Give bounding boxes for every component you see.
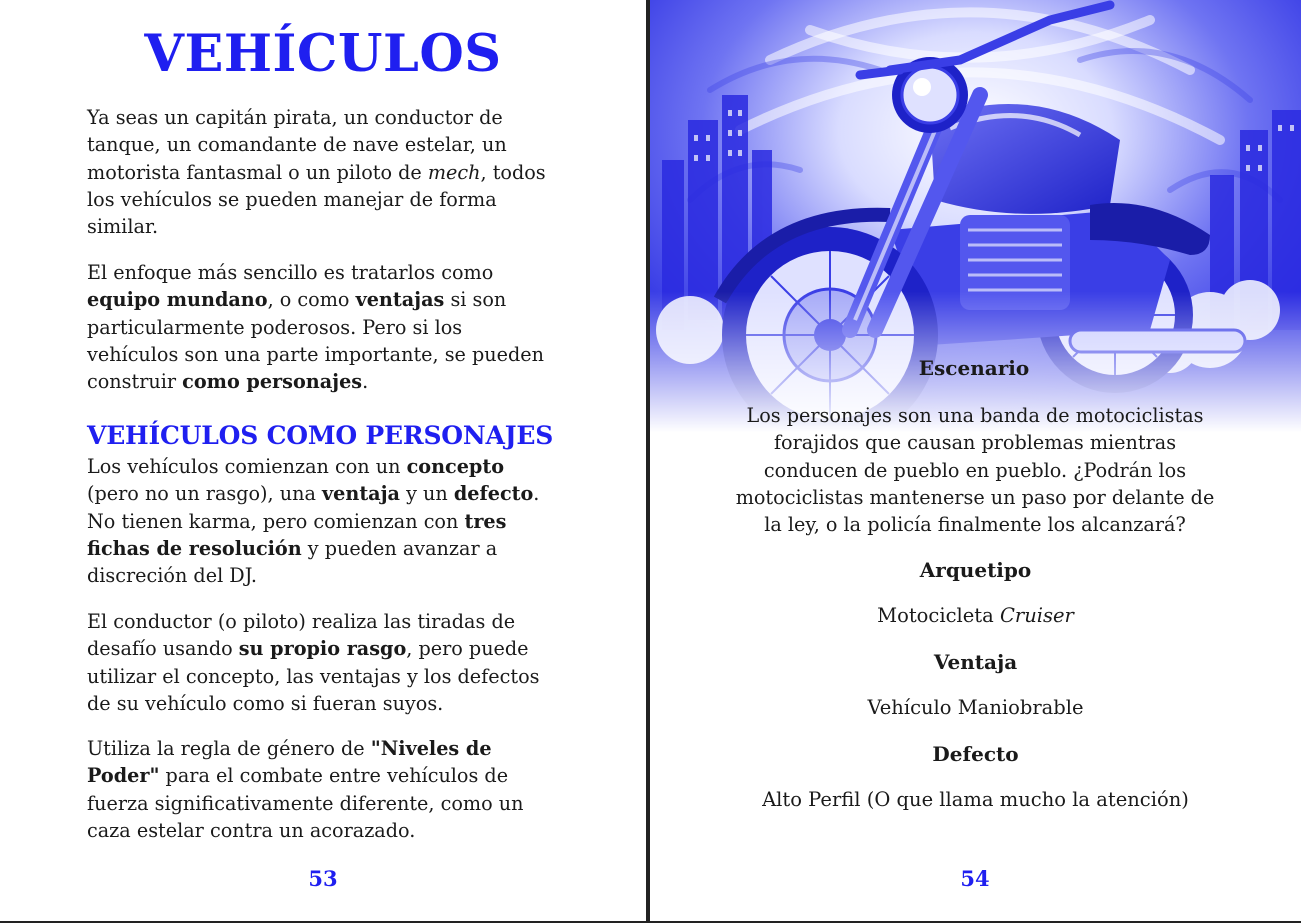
- text-run: , pero puede utilizar el concepto, las ventajas y los defectos de su vehículo como si fueran suyos.: [87, 637, 540, 715]
- scenario-text: Los personajes son una banda de motociclistas forajidos que causan problemas mientras conducen de pueblo en pueblo. ¿Podrán los motociclistas mantenerse un paso por delante de la ley, o la policía finalmente los alcanzará?: [735, 404, 1215, 537]
- right-page: [650, 0, 1301, 923]
- text-run: defecto: [453, 482, 534, 506]
- flaw-value: Alto Perfil (O que llama mucho la atención): [762, 788, 1189, 811]
- text-run: y pueden avanzar a discreción del DJ.: [87, 536, 498, 588]
- text-run: ventaja: [322, 482, 400, 506]
- text-run: para el combate entre vehículos de fuerza significativamente diferente, como un caza estelar contra un acorazado.: [87, 764, 524, 842]
- scenario-block: [650, 0, 1301, 921]
- text-run: El enfoque más sencillo es tratarlos como: [87, 261, 494, 284]
- text-run: como personajes: [182, 370, 363, 394]
- text-run: mech: [427, 160, 481, 184]
- left-page: [0, 0, 646, 923]
- scenario-label: Escenario: [918, 356, 1030, 380]
- advantage-value: Vehículo Maniobrable: [867, 696, 1084, 719]
- text-run: y un: [400, 482, 454, 506]
- power-levels-paragraph: [87, 735, 557, 844]
- text-run: su propio rasgo: [238, 637, 407, 661]
- text-run: El conductor (o piloto) realiza las tiradas de desafío usando: [87, 610, 516, 661]
- section-heading: VEHÍCULOS COMO PERSONAJES: [87, 421, 554, 450]
- text-run: (pero no un rasgo), una: [87, 482, 323, 506]
- characters-paragraph: [87, 453, 557, 589]
- advantage-label: Ventaja: [933, 650, 1018, 674]
- text-run: , o como: [267, 288, 356, 312]
- approach-paragraph: [87, 259, 557, 395]
- text-run: tres fichas de resolución: [87, 509, 507, 560]
- text-run: Cruiser: [999, 604, 1074, 627]
- text-run: concepto: [406, 455, 504, 478]
- text-run: si son particularmente poderosos. Pero si los vehículos son una parte importante, se pueden construir: [87, 288, 544, 394]
- text-run: "Niveles de Poder": [87, 737, 492, 788]
- intro-paragraph: [87, 104, 557, 240]
- chapter-title: VEHÍCULOS: [144, 24, 502, 84]
- text-run: .: [362, 370, 369, 394]
- text-run: ventajas: [355, 288, 445, 312]
- text-run: . No tienen karma, pero comienzan con: [87, 482, 540, 533]
- text-run: Motocicleta: [877, 604, 1000, 627]
- text-run: Ya seas un capitán pirata, un conductor de tanque, un comandante de nave estelar, un motorista fantasmal o un piloto de: [87, 106, 507, 184]
- text-run: Utiliza la regla de género de: [87, 737, 371, 760]
- archetype-value: [650, 604, 1301, 627]
- driver-paragraph: [87, 608, 557, 717]
- text-run: Los vehículos comienzan con un: [87, 455, 407, 478]
- archetype-label: Arquetipo: [919, 558, 1032, 582]
- text-run: equipo mundano: [87, 288, 268, 312]
- flaw-label: Defecto: [932, 742, 1019, 766]
- page-number-left: 53: [308, 866, 338, 891]
- page-number-right: 54: [960, 866, 990, 891]
- text-run: , todos los vehículos se pueden manejar de forma similar.: [87, 160, 546, 239]
